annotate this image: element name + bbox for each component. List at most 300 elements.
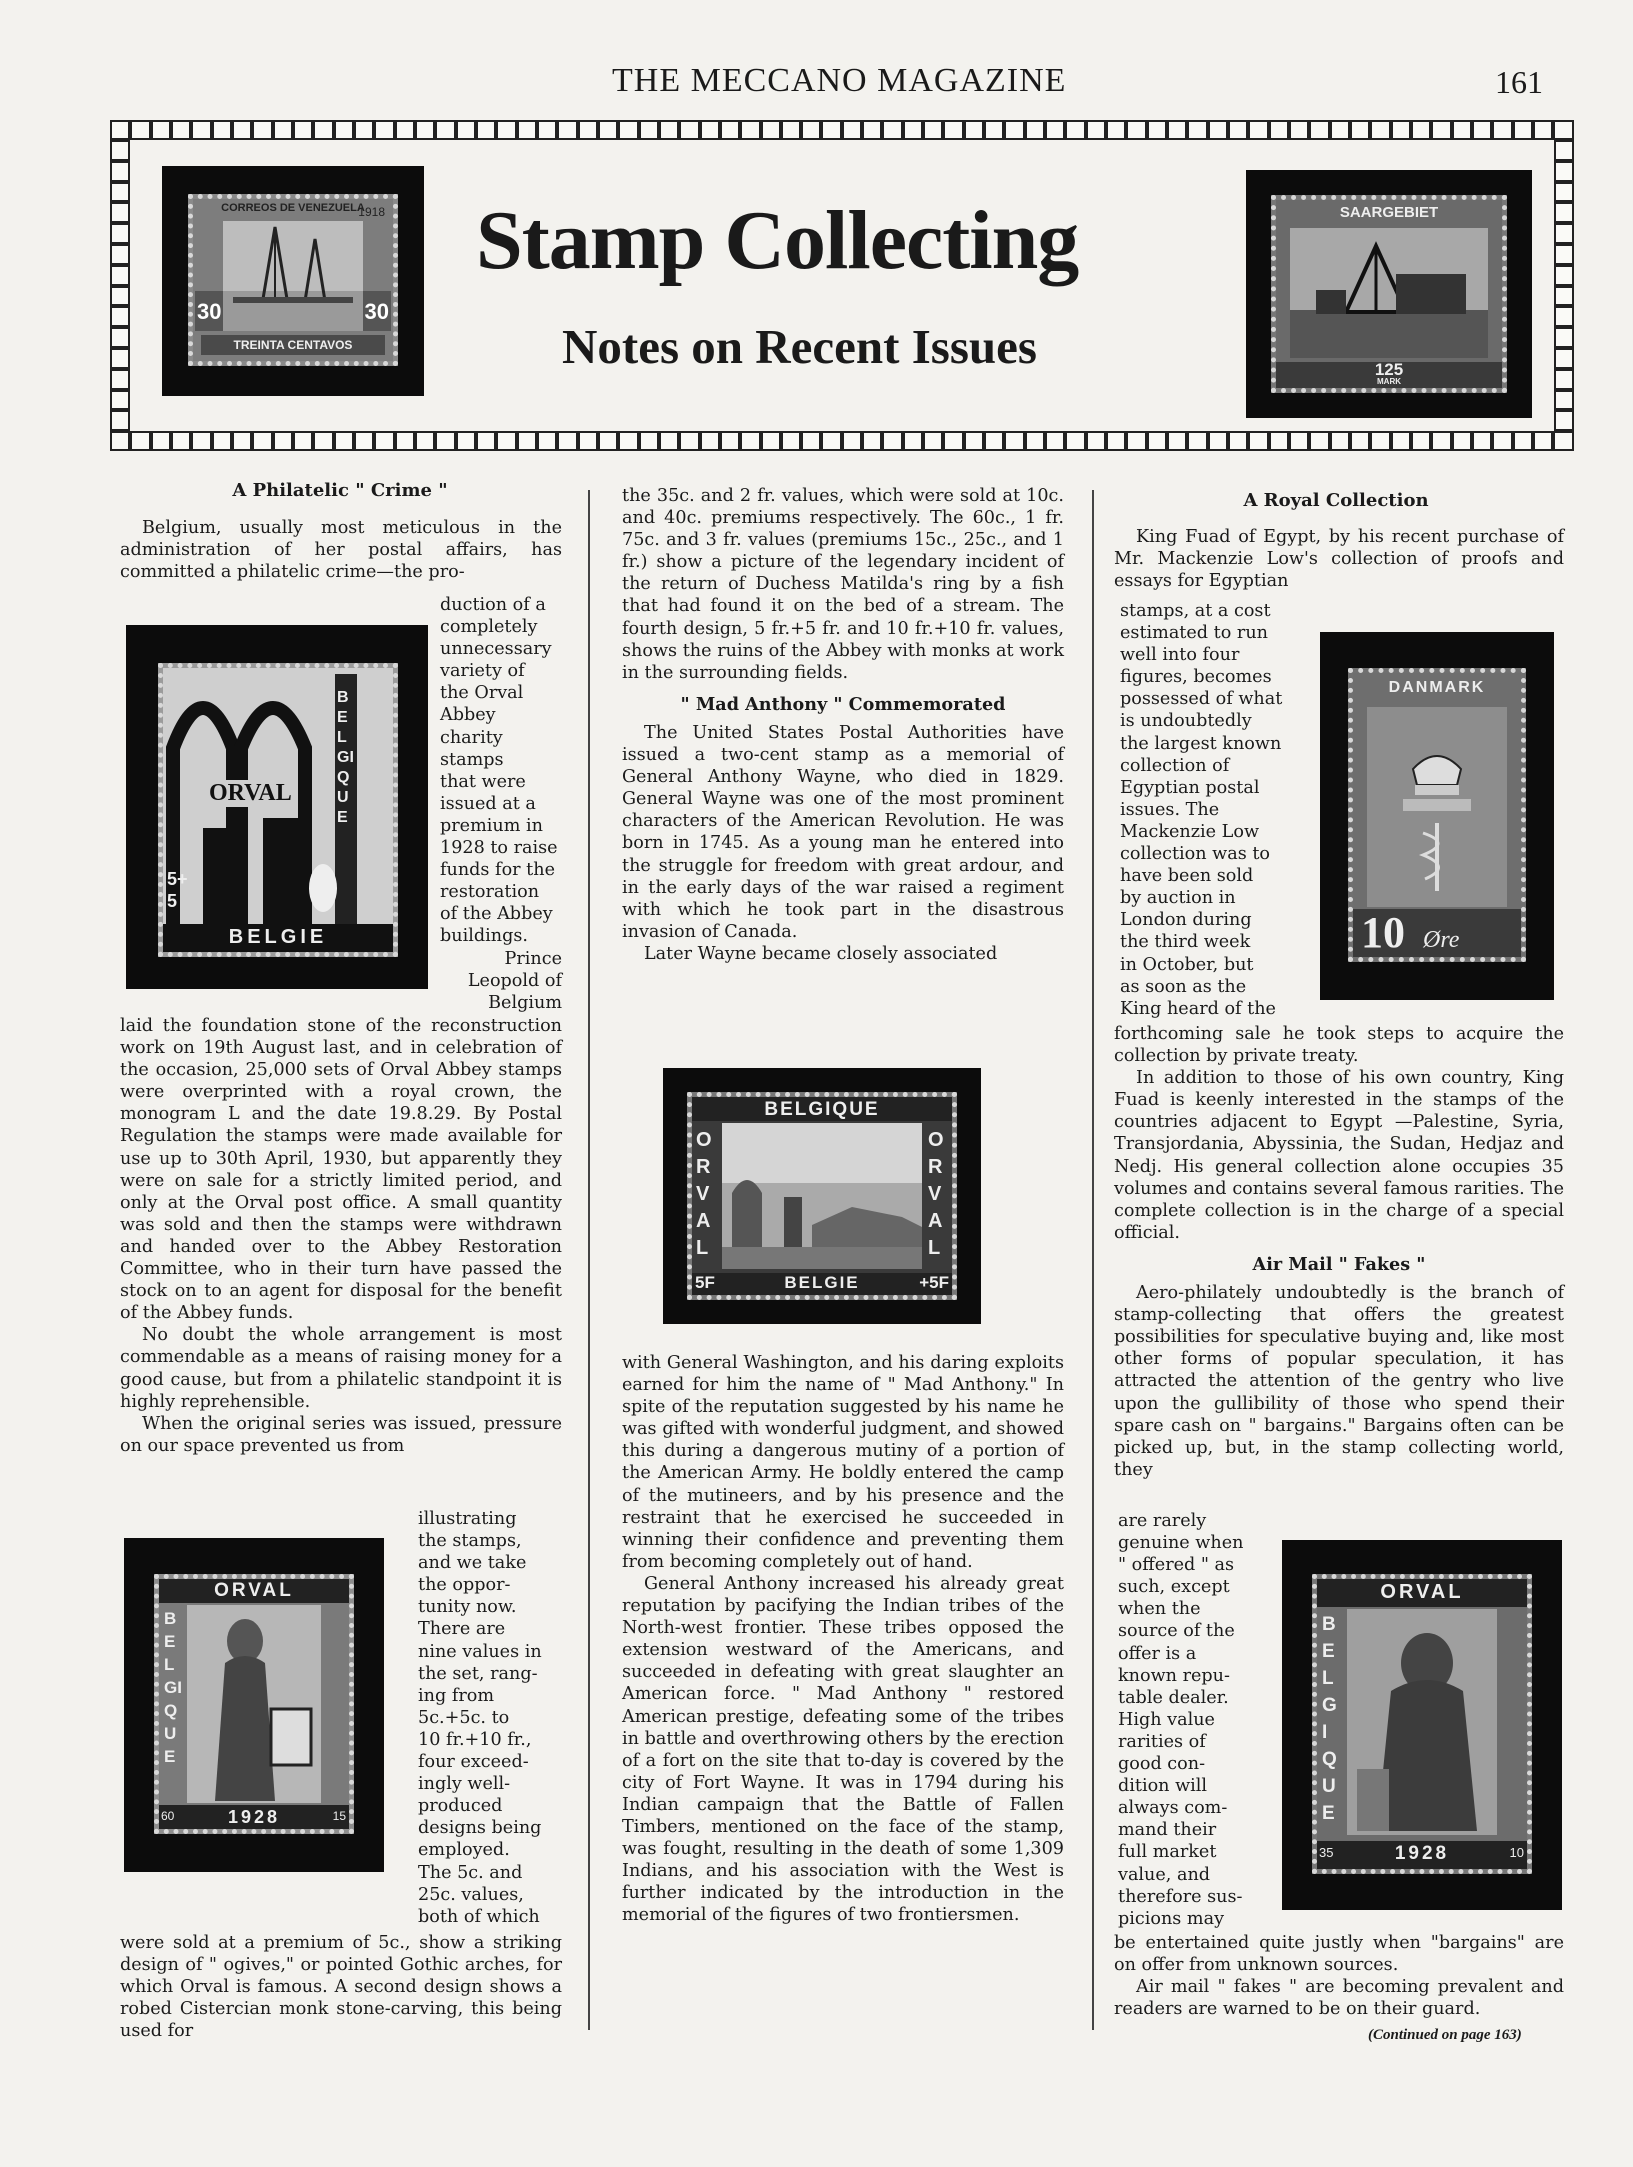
frame-square <box>415 431 435 451</box>
frame-square <box>212 431 232 451</box>
venezuela-stamp-face <box>188 194 398 366</box>
col3-wrap2-line: value, and <box>1118 1864 1211 1885</box>
col3-wrap1-line: the third week <box>1120 932 1251 953</box>
col3-paragraph-3: Aero-philately undoubtedly is the branch of stamp-collecting that offers the greatest possibilities for speculative buying and, like most other forms of popular speculation, it has attracted the attention of the gentry who live upon the gullibility of those who spend their spare cash on " bargains." Bargains often can be picked up, but, in the stamp collecting world, they <box>1114 1283 1564 1480</box>
orval-ruins-face <box>687 1092 957 1300</box>
col3-paragraph-1: King Fuad of Egypt, by his recent purchase of Mr. Mackenzie Low's collection of proofs and essays for Egyptian <box>1114 527 1564 592</box>
venezuela-years: 1918 <box>358 205 385 219</box>
frame-square <box>923 431 943 451</box>
frame-square <box>700 120 720 140</box>
col1-wrap1-line: completely <box>440 617 538 638</box>
col1-wrap-1 <box>440 594 562 948</box>
frame-square <box>456 120 476 140</box>
col3-wrap2-line: therefore sus- <box>1118 1886 1243 1907</box>
col1-wrap1-line: funds for the <box>440 860 555 881</box>
gothic-arches-illustration <box>163 668 393 952</box>
frame-square <box>1533 120 1553 140</box>
frame-square <box>1554 369 1574 390</box>
frame-square <box>1045 120 1065 140</box>
frame-square <box>761 120 781 140</box>
col3-paragraph-4: Air mail " fakes " are becoming prevalent and readers are warned to be on their guard. <box>1114 1977 1564 2020</box>
frame-square <box>232 431 252 451</box>
col1-wrap3-line: 10 fr.+10 fr., <box>418 1729 532 1750</box>
frame-square <box>1289 120 1309 140</box>
col3-paragraph-3-end: be entertained quite justly when "bargains" are on offer from unknown sources. <box>1114 1933 1564 1976</box>
frame-square <box>1309 431 1329 451</box>
saar-stamp <box>1246 170 1532 418</box>
article-subtitle: Notes on Recent Issues <box>562 319 1037 374</box>
frame-square <box>496 120 516 140</box>
frame-square <box>1025 431 1045 451</box>
col1-wrap1-line: the Orval <box>440 683 524 704</box>
frame-square <box>435 431 455 451</box>
orval3-top: ORVAL <box>214 1580 294 1601</box>
frame-square <box>1248 431 1268 451</box>
orval-arches-face <box>158 663 398 957</box>
col1-wrap3-line: 5c.+5c. to <box>418 1707 510 1728</box>
frame-square <box>313 431 333 451</box>
frame-square <box>761 431 781 451</box>
frame-square <box>232 120 252 140</box>
frame-square <box>964 431 984 451</box>
orval1-mid: ORVAL <box>209 780 292 806</box>
frame-square <box>720 431 740 451</box>
col1-wrap1-line: unnecessary <box>440 639 552 660</box>
frame-square <box>842 431 862 451</box>
col1-wrap1-line: charity <box>440 727 503 748</box>
col3-wrap1-line: is undoubtedly <box>1120 711 1252 732</box>
heading-mad-anthony: " Mad Anthony " Commemorated <box>680 693 1006 715</box>
frame-square <box>1330 431 1350 451</box>
orval-ruins-stamp <box>663 1068 981 1324</box>
col1-p2-block <box>120 1015 562 1457</box>
frame-square <box>110 244 130 265</box>
frame-square <box>1554 244 1574 265</box>
col3-wrap2-line: offer is a <box>1118 1643 1197 1664</box>
frame-square <box>110 327 130 348</box>
orval4-year: 1928 <box>1394 1843 1450 1864</box>
frame-square <box>1554 390 1574 411</box>
col1-wrap3-line: employed. <box>418 1840 510 1861</box>
frame-square <box>1492 120 1512 140</box>
frame-square <box>273 120 293 140</box>
frame-square <box>110 286 130 307</box>
col3-wrap2-line: mand their <box>1118 1820 1217 1841</box>
col1-wrap1-line: Abbey <box>440 705 496 726</box>
col1-wrap3-line: produced <box>418 1796 503 1817</box>
frame-square <box>781 120 801 140</box>
frame-square <box>517 120 537 140</box>
frame-border-bottom <box>110 431 1574 451</box>
col3-wrap2-line: genuine when <box>1118 1533 1244 1554</box>
frame-square <box>110 223 130 244</box>
frame-square <box>1554 182 1574 203</box>
frame-square <box>862 431 882 451</box>
col1-wrap3-line: the set, rang- <box>418 1663 538 1684</box>
frame-square <box>293 120 313 140</box>
col1-paragraph-5: were sold at a premium of 5c., show a striking design of " ogives," or pointed Gothic arches, for which Orval is famous. A second design shows a robed Cistercian monk stone-carving, this being used for <box>120 1933 562 2042</box>
orval2-value: 5F <box>695 1273 715 1292</box>
orval3-side: BELGIQUE <box>164 1609 182 1766</box>
frame-square <box>1187 120 1207 140</box>
frame-square <box>1106 431 1126 451</box>
col1-wrap3-line: illustrating <box>418 1509 517 1529</box>
frame-square <box>1431 120 1451 140</box>
col3-wrap-2 <box>1118 1510 1260 1930</box>
frame-square <box>557 431 577 451</box>
frame-square <box>395 120 415 140</box>
col3-mid-block <box>1114 1023 1564 1481</box>
col3-paragraph-2: In addition to those of his own country, King Fuad is keenly interested in the stamps of the countries adjacent to Egypt —Palestine, Syria, Transjordania, Abyssinia, the Sudan, Hedjaz and Nedj. His general collection alone occupies 35 volumes and contains several famous rarities. The complete collection is in the charge of a special official. <box>1114 1068 1564 1243</box>
col1-wrap2-line: Prince <box>504 949 562 969</box>
col3-wrap1-line: Mackenzie Low <box>1120 821 1259 842</box>
frame-square <box>1370 431 1390 451</box>
frame-square <box>212 120 232 140</box>
col3-wrap2-line: table dealer. <box>1118 1687 1229 1708</box>
frame-square <box>618 431 638 451</box>
frame-square <box>1045 431 1065 451</box>
col1-wrap3-line: both of which <box>418 1906 540 1927</box>
orval1-side: BELGIQUE <box>337 689 354 826</box>
frame-square <box>252 431 272 451</box>
col3-wrap2-line: good con- <box>1118 1754 1206 1775</box>
frame-square <box>1289 431 1309 451</box>
col3-wrap1-line: issues. The <box>1120 799 1220 820</box>
col2-paragraph-5: General Anthony increased his already great reputation by pacifying the Indian tribes of the North-west frontier. These tribes opposed the extension westward of the Americans, and succeeded in defeating with great slaughter an American force. " Mad Anthony " restored American prestige, defeating some of the tribes in battle and overthrowing others by the erection of a fort on the site that to-day is covered by the city of Fort Wayne. It was in 1794 during his Indian campaign that the Battle of Fallen Timbers, mentioned on the face of the stamp, was fought, resulting in the death of some 1,309 Indians, and his association with the West is further indicated by the introduction in the memorial of the figures of two frontiersmen. <box>622 1573 1064 1926</box>
col2-bottom-block <box>622 1352 1064 1926</box>
col3-wrap2-line: always com- <box>1118 1798 1228 1819</box>
col1-wrap3-line: tunity now. <box>418 1597 517 1618</box>
frame-square <box>1554 265 1574 286</box>
orval4-side: BELGIQUE <box>1322 1614 1337 1824</box>
frame-square <box>517 431 537 451</box>
orval2-top: BELGIQUE <box>764 1099 880 1120</box>
frame-square <box>130 431 150 451</box>
col1-wrap3-line: the stamps, <box>418 1531 522 1552</box>
col3-wrap1-line: King heard of the <box>1120 998 1276 1019</box>
orval1-bottom: BELGIE <box>228 926 328 948</box>
article-title: Stamp Collecting <box>476 194 1079 287</box>
venezuela-value-left: 30 <box>197 299 222 324</box>
frame-square <box>537 431 557 451</box>
heading-air-mail-fakes: Air Mail " Fakes " <box>1252 1253 1426 1275</box>
frame-square <box>110 390 130 411</box>
frame-border-right <box>1554 140 1574 431</box>
saar-value: 125 <box>1374 360 1404 379</box>
col1-wrap1-line: restoration <box>440 882 540 903</box>
col3-wrap1-line: stamps, at a cost <box>1120 601 1271 621</box>
matilda-statue-illustration <box>159 1579 349 1829</box>
frame-square <box>476 431 496 451</box>
frame-square <box>334 431 354 451</box>
frame-square <box>191 120 211 140</box>
col1-wrap3-line: 25c. values, <box>418 1884 524 1905</box>
frame-square <box>964 120 984 140</box>
col3-wrap2-line: source of the <box>1118 1621 1235 1642</box>
frame-square <box>476 120 496 140</box>
col1-wrap-2 <box>430 948 562 1014</box>
frame-square <box>1208 431 1228 451</box>
cistercian-monk-illustration <box>1317 1579 1527 1869</box>
col2-paragraph-3: Later Wayne became closely associated <box>644 943 998 964</box>
col3-bottom-block <box>1114 1932 1564 2020</box>
frame-square <box>1554 286 1574 307</box>
frame-square <box>1513 120 1533 140</box>
frame-square <box>1554 348 1574 369</box>
frame-square <box>1187 431 1207 451</box>
venezuela-top-label: CORREOS DE VENEZUELA <box>221 202 365 214</box>
frame-square <box>435 120 455 140</box>
col1-wrap3-line: four exceed- <box>418 1752 529 1773</box>
frame-square <box>110 120 130 140</box>
orval4-top: ORVAL <box>1380 1581 1464 1603</box>
col1-wrap3-line: designs being <box>418 1818 542 1839</box>
saar-stamp-face <box>1271 195 1507 393</box>
frame-square <box>1472 431 1492 451</box>
frame-square <box>1350 120 1370 140</box>
col1-wrap1-line: issued at a <box>440 793 536 814</box>
frame-square <box>110 140 130 161</box>
frame-square <box>1553 120 1573 140</box>
col1-wrap1-line: stamps <box>440 749 504 770</box>
frame-square <box>659 431 679 451</box>
frame-square <box>1025 120 1045 140</box>
frame-square <box>1411 120 1431 140</box>
frame-square <box>1553 431 1573 451</box>
frame-border-left <box>110 140 130 431</box>
col3-wrap2-line: are rarely <box>1118 1511 1207 1531</box>
frame-square <box>1106 120 1126 140</box>
page-number: 161 <box>1495 64 1543 100</box>
frame-square <box>679 431 699 451</box>
frame-square <box>679 120 699 140</box>
frame-square <box>740 120 760 140</box>
frame-square <box>171 431 191 451</box>
oil-derrick-illustration <box>193 199 393 361</box>
col1-wrap3-line: There are <box>418 1619 506 1640</box>
frame-square <box>1309 120 1329 140</box>
frame-square <box>1452 431 1472 451</box>
frame-square <box>1554 202 1574 223</box>
col1-wrap2-line: Belgium <box>488 993 562 1014</box>
frame-square <box>1452 120 1472 140</box>
col3-wrap2-line: when the <box>1118 1599 1201 1620</box>
col3-wrap1-line: the largest known <box>1120 733 1282 754</box>
frame-square <box>110 348 130 369</box>
frame-square <box>923 120 943 140</box>
orval2-premium: +5F <box>919 1273 949 1292</box>
frame-square <box>1370 120 1390 140</box>
frame-square <box>821 431 841 451</box>
frame-square <box>1269 120 1289 140</box>
col3-wrap1-line: in October, but <box>1120 954 1254 975</box>
col3-wrap1-line: by auction in <box>1120 888 1236 909</box>
frame-border-top <box>110 120 1574 140</box>
col3-wrap1-line: Egyptian postal <box>1120 777 1260 798</box>
venezuela-value-right: 30 <box>364 299 389 324</box>
frame-square <box>882 431 902 451</box>
col3-wrap2-line: " offered " as <box>1118 1555 1235 1576</box>
orval-monk-stamp <box>1282 1540 1562 1910</box>
frame-square <box>578 431 598 451</box>
frame-square <box>801 120 821 140</box>
frame-square <box>395 431 415 451</box>
orval2-bottom: BELGIE <box>784 1273 860 1292</box>
frame-square <box>700 431 720 451</box>
frame-square <box>1411 431 1431 451</box>
frame-square <box>1167 431 1187 451</box>
venezuela-stamp <box>162 166 424 396</box>
frame-square <box>415 120 435 140</box>
col3-p1 <box>1114 526 1564 592</box>
frame-square <box>354 431 374 451</box>
frame-square <box>1208 120 1228 140</box>
col2-paragraph-1: the 35c. and 2 fr. values, which were sold at 10c. and 40c. premiums respectively. The 60c., 1 fr. 75c. and 3 fr. values (premiums 15c., 25c., and 1 fr.) show a picture of the legendary incident of the return of Duchess Matilda's ring by a fish that had found it on the bed of a stream. The fourth design, 5 fr.+5 fr. and 10 fr.+10 fr. values, shows the ruins of the Abbey with monks at work in the surrounding fields. <box>622 486 1064 683</box>
frame-square <box>1513 431 1533 451</box>
col3-paragraph-1-end: forthcoming sale he took steps to acquire the collection by private treaty. <box>1114 1024 1564 1067</box>
frame-square <box>110 202 130 223</box>
frame-square <box>984 431 1004 451</box>
denmark-top-label: DANMARK <box>1388 679 1486 696</box>
frame-square <box>943 431 963 451</box>
frame-square <box>781 431 801 451</box>
col3-wrap2-line: such, except <box>1118 1577 1230 1598</box>
frame-square <box>1554 306 1574 327</box>
frame-square <box>1248 120 1268 140</box>
frame-square <box>273 431 293 451</box>
col1-wrap3-line: ing from <box>418 1685 495 1706</box>
frame-square <box>110 161 130 182</box>
col1-wrap1-line: duction of a <box>440 595 546 615</box>
frame-square <box>578 120 598 140</box>
frame-square <box>151 120 171 140</box>
frame-square <box>110 369 130 390</box>
col1-wrap1-line: buildings. <box>440 926 528 947</box>
orval2-side-left: ORVAL <box>696 1129 712 1259</box>
denmark-stamp <box>1320 632 1554 1000</box>
col3-wrap2-line: picions may <box>1118 1908 1225 1929</box>
col3-wrap1-line: collection of <box>1120 755 1230 776</box>
frame-square <box>801 431 821 451</box>
col3-wrap2-line: rarities of <box>1118 1731 1206 1752</box>
frame-square <box>110 410 130 431</box>
continued-note: (Continued on page 163) <box>1368 2027 1522 2043</box>
frame-square <box>1228 431 1248 451</box>
frame-square <box>903 431 923 451</box>
frame-square <box>130 120 150 140</box>
frame-square <box>110 182 130 203</box>
col1-wrap3-line: The 5c. and <box>418 1862 523 1883</box>
col3-wrap2-line: dition will <box>1118 1776 1208 1797</box>
orval-statue-face <box>154 1574 354 1834</box>
frame-square <box>1554 140 1574 161</box>
frame-square <box>598 120 618 140</box>
frame-square <box>903 120 923 140</box>
col1-p1 <box>120 517 562 583</box>
frame-square <box>110 306 130 327</box>
col3-wrap2-line: known repu- <box>1118 1665 1230 1686</box>
frame-square <box>639 120 659 140</box>
col3-wrap1-line: London during <box>1120 910 1252 931</box>
col1-p5-block <box>120 1932 562 2042</box>
col3-wrap1-line: collection was to <box>1120 844 1271 865</box>
col3-wrap2-line: High value <box>1118 1709 1215 1730</box>
col1-wrap1-line: 1928 to raise <box>440 838 558 859</box>
frame-square <box>1065 431 1085 451</box>
venezuela-bottom-label: TREINTA CENTAVOS <box>233 338 353 352</box>
col3-wrap1-line: well into four <box>1120 645 1240 666</box>
frame-square <box>110 265 130 286</box>
frame-square <box>1147 431 1167 451</box>
frame-square <box>740 431 760 451</box>
frame-square <box>1147 120 1167 140</box>
col1-paragraph-3: No doubt the whole arrangement is most commendable as a means of raising money for a good cause, but from a philatelic standpoint it is highly reprehensible. <box>120 1325 562 1412</box>
frame-square <box>334 120 354 140</box>
frame-square <box>557 120 577 140</box>
col3-wrap1-line: estimated to run <box>1120 623 1268 644</box>
frame-square <box>882 120 902 140</box>
saar-top-label: SAARGEBIET <box>1339 204 1439 221</box>
frame-square <box>1554 327 1574 348</box>
orval4-premium: 10 <box>1509 1845 1524 1860</box>
frame-square <box>598 431 618 451</box>
frame-square <box>1086 431 1106 451</box>
col1-wrap1-line: of the Abbey <box>440 904 553 925</box>
frame-square <box>293 431 313 451</box>
col1-wrap3-line: ingly well- <box>418 1774 511 1795</box>
orval-monk-face <box>1312 1574 1532 1874</box>
frame-square <box>639 431 659 451</box>
col1-wrap1-line: premium in <box>440 815 543 836</box>
col1-wrap3-line: nine values in <box>418 1641 542 1662</box>
col2-top-block <box>622 485 1064 965</box>
frame-square <box>1004 120 1024 140</box>
col2-paragraph-4: with General Washington, and his daring exploits earned for him the name of " Mad Anthony." In spite of the reputation suggested by his name he was gifted with wonderful judgment, and showed this during a dangerous mutiny of a portion of the American Army. He boldly entered the camp of the mutineers, and by his presence and the restraint that he exercised he succeeded in winning their confidence and preventing them from becoming completely out of hand. <box>622 1353 1064 1572</box>
col1-wrap1-line: variety of <box>440 661 525 682</box>
orval2-side-right: ORVAL <box>928 1129 944 1259</box>
frame-square <box>1004 431 1024 451</box>
frame-square <box>537 120 557 140</box>
abbey-ruins-illustration <box>692 1097 952 1295</box>
col3-wrap1-line: figures, becomes <box>1120 667 1272 688</box>
frame-square <box>1554 161 1574 182</box>
frame-square <box>1126 120 1146 140</box>
frame-square <box>1086 120 1106 140</box>
frame-square <box>1167 120 1187 140</box>
col3-wrap1-line: have been sold <box>1120 866 1254 887</box>
frame-square <box>1350 431 1370 451</box>
frame-square <box>1554 223 1574 244</box>
heading-philatelic-crime: A Philatelic " Crime " <box>232 480 448 501</box>
frame-square <box>1269 431 1289 451</box>
col3-wrap1-line: possessed of what <box>1120 689 1283 710</box>
col3-wrap1-line: as soon as the <box>1120 976 1247 997</box>
col1-paragraph-1: Belgium, usually most meticulous in the administration of her postal affairs, has committed a philatelic crime—the pro- <box>120 518 562 583</box>
column-rule-right <box>1092 490 1094 2030</box>
frame-square <box>313 120 333 140</box>
col1-wrap1-line: that were <box>440 771 526 792</box>
frame-square <box>374 120 394 140</box>
frame-square <box>943 120 963 140</box>
frame-square <box>496 431 516 451</box>
frame-square <box>354 120 374 140</box>
frame-square <box>821 120 841 140</box>
frame-square <box>456 431 476 451</box>
orval3-premium: 15 <box>332 1809 346 1823</box>
column-rule-left <box>588 490 590 2030</box>
frame-square <box>1126 431 1146 451</box>
orval-statue-stamp <box>124 1538 384 1872</box>
